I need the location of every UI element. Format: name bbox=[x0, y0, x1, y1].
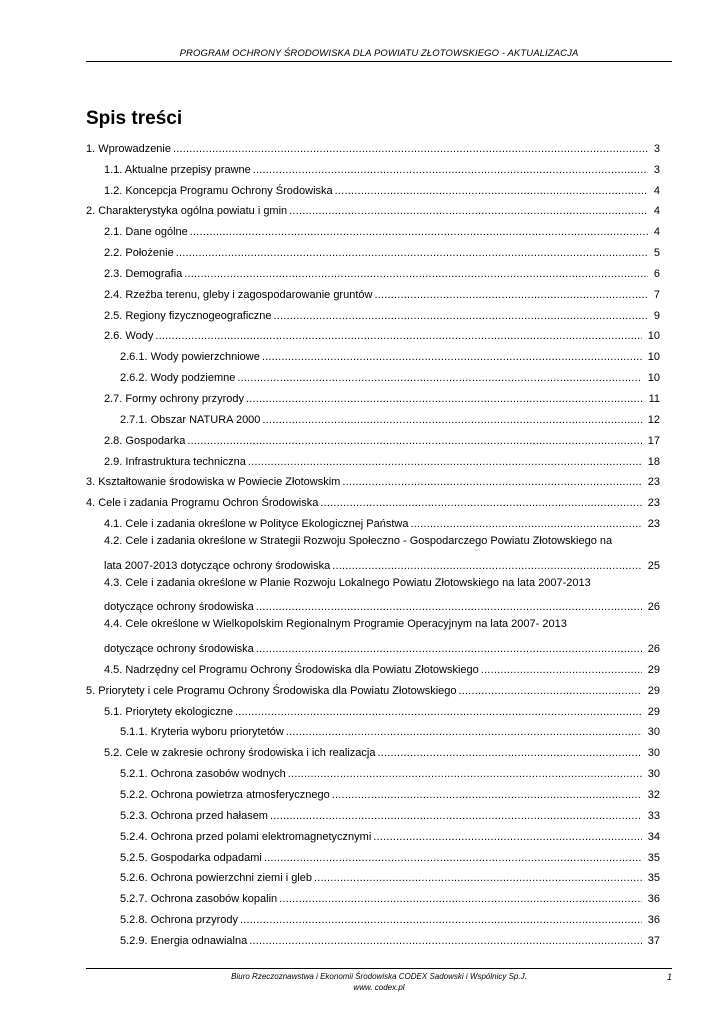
toc-entry[interactable] bbox=[86, 906, 660, 927]
toc-entry-page: 10 bbox=[647, 330, 660, 343]
toc-leader-dots bbox=[264, 852, 642, 865]
toc-entry-label: 5.2.8. Ochrona przyrody bbox=[120, 914, 239, 927]
toc-leader-dots bbox=[253, 164, 648, 177]
toc-entry[interactable] bbox=[86, 865, 660, 886]
toc-leader-dots bbox=[256, 601, 642, 614]
toc-entry-label: 2.1. Dane ogólne bbox=[104, 226, 188, 239]
toc-leader-dots bbox=[289, 205, 648, 218]
toc-leader-dots bbox=[262, 414, 641, 427]
toc-leader-dots bbox=[184, 268, 648, 281]
toc-leader-dots bbox=[374, 289, 647, 302]
toc-entry[interactable] bbox=[86, 760, 660, 781]
toc-entry[interactable] bbox=[86, 719, 660, 740]
toc-entry[interactable] bbox=[86, 489, 660, 510]
toc-entry-label: 2.6.2. Wody podziemne bbox=[120, 372, 236, 385]
toc-entry[interactable] bbox=[86, 177, 660, 198]
toc-entry-label: 2.3. Demografia bbox=[104, 267, 183, 280]
toc-entry-label: 4.1. Cele i zadania określone w Polityce Ekologicznej Państwa bbox=[104, 518, 409, 531]
toc-entry-label: 5.2.2. Ochrona powietrza atmosferycznego bbox=[120, 789, 330, 801]
toc-entry-page: 12 bbox=[647, 413, 660, 426]
toc-entry-page: 9 bbox=[653, 309, 660, 322]
toc-entry-label: 1. Wprowadzenie bbox=[86, 142, 171, 155]
toc-entry[interactable] bbox=[86, 198, 660, 219]
toc-entry-page: 36 bbox=[647, 893, 660, 906]
toc-entry[interactable] bbox=[86, 594, 660, 615]
toc-entry-label: 4. Cele i zadania Programu Ochron Środowiska bbox=[86, 497, 319, 510]
toc-leader-dots bbox=[373, 831, 641, 844]
toc-entry-page: 4 bbox=[653, 226, 660, 239]
toc-entry-page: 4 bbox=[653, 184, 660, 197]
toc-entry-line[interactable]: 4.3. Cele i zadania określone w Planie Rozwoju Lokalnego Powiatu Złotowskiego na lata 2007-2013 bbox=[104, 576, 591, 589]
toc-entry[interactable] bbox=[86, 927, 660, 948]
toc-entry-page: 26 bbox=[647, 601, 660, 614]
toc-entry-label: dotyczące ochrony środowiska bbox=[104, 643, 254, 656]
toc-entry-page: 25 bbox=[647, 559, 660, 572]
toc-entry[interactable] bbox=[86, 364, 660, 385]
table-of-contents bbox=[86, 135, 660, 948]
toc-entry-page: 29 bbox=[647, 705, 660, 718]
toc-entry-label: 5.2.9. Energia odnawialna bbox=[120, 934, 248, 947]
toc-leader-dots bbox=[274, 310, 648, 323]
toc-entry[interactable] bbox=[86, 656, 660, 677]
toc-entry[interactable] bbox=[86, 218, 660, 239]
toc-leader-dots bbox=[342, 476, 641, 489]
toc-entry-label: 2.5. Regiony fizycznogeograficzne bbox=[104, 309, 272, 322]
toc-entry-page: 11 bbox=[648, 392, 660, 405]
toc-entry[interactable] bbox=[86, 281, 660, 302]
toc-leader-dots bbox=[332, 560, 642, 573]
toc-entry[interactable] bbox=[86, 135, 660, 156]
footer-website: www. codex.pl bbox=[353, 983, 405, 992]
toc-entry-page: 5 bbox=[653, 247, 660, 260]
footer-rule bbox=[86, 968, 672, 969]
toc-entry-page: 37 bbox=[647, 934, 660, 947]
toc-entry[interactable] bbox=[86, 844, 660, 865]
toc-entry[interactable] bbox=[86, 677, 660, 698]
toc-entry-label: 2.7.1. Obszar NATURA 2000 bbox=[120, 413, 261, 426]
toc-entry-page: 18 bbox=[647, 455, 660, 468]
toc-entry-page: 29 bbox=[647, 684, 660, 697]
toc-entry-label: 5.2.1. Ochrona zasobów wodnych bbox=[120, 768, 286, 781]
toc-entry-line[interactable]: 4.2. Cele i zadania określone w Strategii Rozwoju Społeczno - Gospodarczego Powiatu Złotowskiego na bbox=[104, 535, 613, 548]
toc-entry-page: 30 bbox=[647, 747, 660, 760]
toc-entry-label: 5.2.3. Ochrona przed hałasem bbox=[120, 809, 268, 822]
page-title: Spis treści bbox=[86, 108, 183, 129]
toc-leader-dots bbox=[246, 393, 643, 406]
toc-entry[interactable] bbox=[86, 635, 660, 656]
toc-leader-dots bbox=[320, 497, 641, 510]
toc-leader-dots bbox=[377, 747, 641, 760]
toc-leader-dots bbox=[173, 143, 648, 156]
toc-leader-dots bbox=[237, 372, 641, 385]
toc-entry[interactable] bbox=[86, 343, 660, 364]
toc-leader-dots bbox=[411, 518, 642, 531]
toc-entry[interactable] bbox=[86, 823, 660, 844]
toc-entry-page: 23 bbox=[647, 518, 660, 531]
toc-entry-page: 3 bbox=[653, 142, 660, 155]
toc-entry-label: 2.6.1. Wody powierzchniowe bbox=[120, 351, 260, 364]
toc-entry[interactable] bbox=[86, 802, 660, 823]
toc-leader-dots bbox=[176, 247, 648, 260]
toc-entry-page: 23 bbox=[647, 476, 660, 489]
toc-entry[interactable] bbox=[86, 302, 660, 323]
toc-leader-dots bbox=[481, 664, 642, 677]
toc-entry-label: 3. Kształtowanie środowiska w Powiecie Złotowskim bbox=[86, 476, 341, 489]
toc-leader-dots bbox=[155, 330, 641, 343]
toc-leader-dots bbox=[459, 685, 642, 698]
toc-entry-page: 4 bbox=[653, 205, 660, 218]
toc-entry-page: 3 bbox=[653, 163, 660, 176]
toc-entry[interactable] bbox=[86, 552, 660, 573]
toc-entry-page: 10 bbox=[647, 372, 660, 385]
toc-entry-label: 5.2. Cele w zakresie ochrony środowiska i ich realizacja bbox=[104, 747, 376, 760]
toc-entry-label: 4.5. Nadrzędny cel Programu Ochrony Środowiska dla Powiatu Złotowskiego bbox=[104, 663, 479, 676]
toc-entry[interactable] bbox=[86, 781, 660, 802]
toc-leader-dots bbox=[249, 935, 642, 948]
toc-entry-label: 5.2.7. Ochrona zasobów kopalin bbox=[120, 893, 278, 906]
toc-entry-label: 5.2.5. Gospodarka odpadami bbox=[120, 851, 262, 864]
toc-entry-page: 10 bbox=[647, 351, 660, 364]
toc-entry-page: 36 bbox=[647, 914, 660, 927]
toc-leader-dots bbox=[332, 789, 642, 802]
toc-entry-label: 1.1. Aktualne przepisy prawne bbox=[104, 163, 251, 176]
toc-entry[interactable] bbox=[86, 156, 660, 177]
running-header: PROGRAM OCHRONY ŚRODOWISKA DLA POWIATU ZŁOTOWSKIEGO - AKTUALIZACJA bbox=[179, 48, 579, 59]
toc-entry[interactable] bbox=[86, 448, 660, 469]
toc-entry-page: 7 bbox=[653, 288, 660, 301]
toc-entry-label: lata 2007-2013 dotyczące ochrony środowiska bbox=[104, 559, 331, 572]
toc-leader-dots bbox=[235, 706, 642, 719]
toc-leader-dots bbox=[240, 914, 642, 927]
toc-entry-label: 5.1. Priorytety ekologiczne bbox=[104, 705, 234, 718]
toc-entry-page: 30 bbox=[647, 726, 660, 739]
toc-entry-label: 2. Charakterystyka ogólna powiatu i gmin bbox=[86, 205, 288, 218]
toc-entry-page: 26 bbox=[647, 643, 660, 656]
toc-entry-label: 2.8. Gospodarka bbox=[104, 434, 186, 447]
toc-entry-page: 17 bbox=[647, 434, 660, 447]
footer-company: Biuro Rzeczoznawstwa i Ekonomii Środowiska CODEX Sadowski i Wspólnicy Sp.J. bbox=[231, 972, 527, 981]
toc-entry-label: 2.9. Infrastruktura techniczna bbox=[104, 455, 246, 468]
toc-entry[interactable] bbox=[86, 260, 660, 281]
toc-entry-label: 1.2. Koncepcja Programu Ochrony Środowiska bbox=[104, 184, 333, 197]
toc-entry-label: 5.1.1. Kryteria wyboru priorytetów bbox=[120, 726, 284, 739]
toc-leader-dots bbox=[256, 643, 642, 656]
toc-entry-page: 30 bbox=[647, 768, 660, 781]
toc-leader-dots bbox=[279, 893, 642, 906]
toc-entry-page: 35 bbox=[647, 872, 660, 885]
toc-leader-dots bbox=[270, 810, 642, 823]
toc-leader-dots bbox=[314, 872, 642, 885]
toc-entry-label: 2.4. Rzeźba terenu, gleby i zagospodarowanie gruntów bbox=[104, 288, 373, 301]
toc-entry-page: 34 bbox=[647, 830, 660, 843]
toc-entry-page: 32 bbox=[647, 789, 660, 801]
toc-entry-label: 5.2.6. Ochrona powierzchni ziemi i gleb bbox=[120, 872, 312, 885]
toc-entry-label: 2.2. Położenie bbox=[104, 247, 174, 260]
toc-entry-page: 29 bbox=[647, 663, 660, 676]
toc-entry[interactable] bbox=[86, 510, 660, 531]
toc-leader-dots bbox=[286, 726, 642, 739]
page-number: 1 bbox=[666, 972, 672, 982]
toc-entry[interactable] bbox=[86, 323, 660, 344]
toc-entry[interactable] bbox=[86, 406, 660, 427]
toc-entry[interactable] bbox=[86, 239, 660, 260]
toc-entry-label: dotyczące ochrony środowiska bbox=[104, 601, 254, 614]
toc-entry[interactable] bbox=[86, 885, 660, 906]
toc-entry-page: 6 bbox=[653, 267, 660, 280]
toc-leader-dots bbox=[190, 226, 648, 239]
toc-entry-label: 5.2.4. Ochrona przed polami elektromagnetycznymi bbox=[120, 830, 372, 843]
toc-leader-dots bbox=[262, 351, 642, 364]
toc-entry-page: 23 bbox=[647, 497, 660, 510]
toc-entry-line[interactable]: 4.4. Cele określone w Wielkopolskim Regionalnym Programie Operacyjnym na lata 2007- 2013 bbox=[104, 618, 567, 631]
toc-entry[interactable] bbox=[86, 385, 660, 406]
toc-entry[interactable] bbox=[86, 427, 660, 448]
header-rule bbox=[86, 61, 672, 62]
toc-entry-label: 5. Priorytety i cele Programu Ochrony Środowiska dla Powiatu Złotowskiego bbox=[86, 684, 457, 697]
toc-entry[interactable] bbox=[86, 698, 660, 719]
toc-leader-dots bbox=[187, 435, 641, 448]
toc-entry[interactable] bbox=[86, 739, 660, 760]
toc-entry-page: 33 bbox=[647, 809, 660, 822]
toc-entry-page: 35 bbox=[647, 851, 660, 864]
toc-entry-label: 2.7. Formy ochrony przyrody bbox=[104, 392, 244, 405]
toc-entry[interactable] bbox=[86, 469, 660, 490]
toc-leader-dots bbox=[335, 185, 648, 198]
toc-leader-dots bbox=[288, 768, 642, 781]
toc-entry-label: 2.6. Wody bbox=[104, 330, 154, 343]
toc-leader-dots bbox=[248, 456, 642, 469]
